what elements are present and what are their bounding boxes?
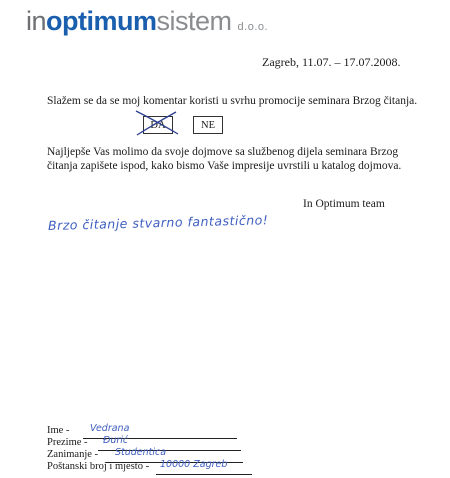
postal-line[interactable] [156, 474, 252, 475]
name-value: Vedrana [90, 423, 130, 434]
occupation-value: Studentica [115, 447, 167, 458]
consent-statement: Slažem se da se moj komentar koristi u svrhu promocije seminara Brzog čitanja. [47, 95, 418, 107]
handwritten-comment: Brzo čitanje stvarno fantastično! [47, 212, 269, 233]
surname-value: Đurić [103, 435, 129, 446]
consent-cross-mark [132, 108, 182, 138]
postal-label: Poštanski broj i mjesto - [47, 461, 150, 472]
date-line: Zagreb, 11.07. – 17.07.2008. [262, 55, 401, 69]
occupation-label: Zanimanje - [47, 449, 99, 460]
request-paragraph: Najljepše Vas molimo da svoje dojmove sa službenog dijela seminara Brzog čitanja zapišete ispod, kako bismo Vaše impresije uvrstili u katalog dojmova. [47, 146, 402, 172]
logo-main: optimum [46, 6, 157, 36]
consent-no-label: NE [201, 120, 215, 131]
logo-suffix: sistem [156, 6, 232, 36]
postal-value: 10000 Zagreb [160, 459, 228, 470]
logo-legal-form: d.o.o. [237, 21, 269, 33]
consent-no-box[interactable] [193, 116, 223, 134]
consent-yes-label: DA [150, 120, 166, 131]
company-logo [26, 8, 268, 35]
name-label: Ime - [47, 425, 70, 436]
signoff: In Optimum team [303, 198, 385, 210]
surname-label: Prezime - [47, 437, 88, 448]
logo-prefix: in [26, 6, 47, 36]
